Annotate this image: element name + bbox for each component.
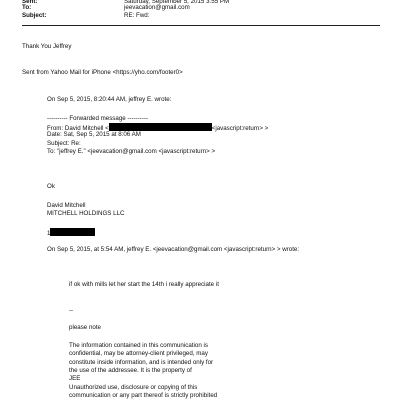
forwarded-header: ---------- Forwarded message ----------	[47, 115, 149, 122]
disclaimer-line: the use of the addressee. It is the property of	[69, 367, 192, 374]
subject-row	[22, 12, 382, 20]
to-value: jeevacation@gmail.com	[124, 4, 190, 11]
message-text: if ok with mills let her start the 14th i really appreciate it	[69, 281, 219, 288]
fwd-from-prefix: From: David Mitchell <	[47, 125, 109, 132]
please-note: please note	[69, 324, 101, 331]
quote1-intro: On Sep 5, 2015, 8:20:44 AM, jeffrey E. wrote:	[47, 96, 172, 103]
fwd-subject: Subject: Re:	[47, 140, 81, 147]
subject-label: Subject:	[22, 12, 47, 19]
sent-label: Sent:	[22, 0, 38, 4]
phone-prefix: 1	[47, 230, 51, 237]
disclaimer-line: confidential, may be attorney-client privileged, may	[69, 350, 208, 357]
disclaimer-line: JEE	[69, 375, 81, 382]
to-label: To:	[22, 4, 32, 11]
redaction-bar	[109, 123, 212, 131]
signature-company: MITCHELL HOLDINGS LLC	[47, 210, 125, 217]
sent-value: Saturday, September 5, 2015 3:55 PM	[124, 0, 230, 4]
disclaimer-line: The information contained in this communication is	[69, 342, 208, 349]
quote2-intro: On Sep 5, 2015, at 5:54 AM, jeffrey E. <jeevacation@gmail.com <javascript:return> > wrote:	[47, 246, 300, 253]
email-header	[22, 0, 382, 20]
header-divider	[22, 25, 380, 26]
disclaimer-line: Unauthorized use, disclosure or copying of this	[69, 384, 198, 391]
fwd-date: Date: Sat, Sep 5, 2015 at 8:06 AM	[47, 131, 141, 138]
fwd-from-suffix: <javascript:return> >	[211, 125, 269, 132]
signature-name: David Mitchell	[47, 202, 86, 209]
separator-text: --	[69, 307, 74, 314]
to-row	[22, 4, 382, 12]
sent-from-line: Sent from Yahoo Mail for iPhone <https://yho.com/footer0>	[22, 69, 183, 76]
signature-phone	[47, 228, 95, 238]
disclaimer-line: constitute inside information, and is intended only for	[69, 359, 214, 366]
disclaimer-line: communication or any part thereof is strictly prohibited	[69, 392, 218, 399]
fwd-to: To: "jeffrey E." <jeevacation@gmail.com <javascript:return> >	[47, 148, 216, 155]
subject-value: RE: Fwd:	[124, 12, 150, 19]
greeting: Thank You Jeffrey	[22, 43, 72, 50]
ok-text: Ok	[47, 183, 55, 190]
redaction-bar	[50, 228, 95, 236]
